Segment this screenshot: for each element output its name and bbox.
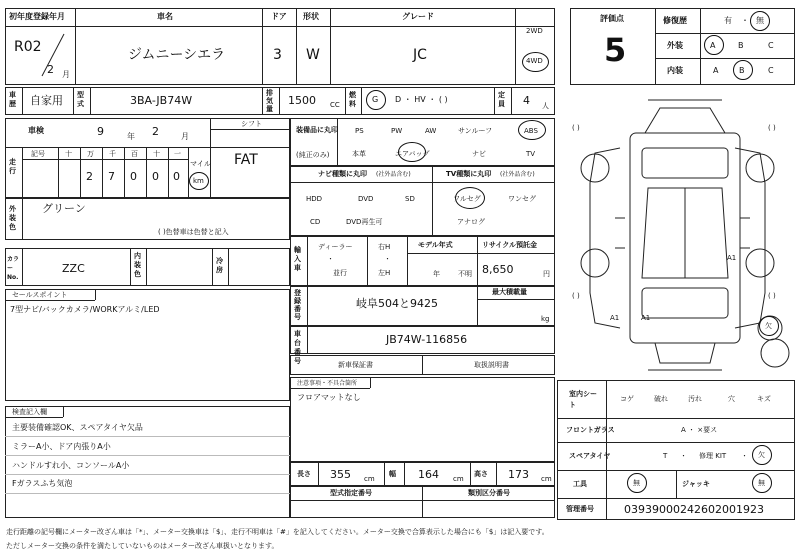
mileage-digit: 2 bbox=[86, 170, 93, 183]
divider bbox=[262, 8, 263, 85]
sales-point-label: セールスポイント bbox=[12, 291, 68, 299]
equip-tv: TV bbox=[526, 150, 536, 158]
mileage-label: 走行 bbox=[9, 158, 16, 175]
mileage-header-1: 十 bbox=[65, 150, 72, 158]
jack-label: ジャッキ bbox=[682, 480, 710, 488]
inspector-label: 検査記入欄 bbox=[12, 408, 47, 416]
mileage-digit: 0 bbox=[173, 170, 180, 183]
spare-tire-t: T bbox=[663, 452, 668, 460]
fuel-label: 燃料 bbox=[349, 91, 356, 108]
color-no-value: ZZC bbox=[62, 262, 85, 275]
repair-yes: 有 bbox=[724, 16, 732, 25]
model-year-value: 不明 bbox=[458, 270, 472, 278]
color-no-label: カラーNo. bbox=[7, 256, 20, 281]
notes-block bbox=[290, 377, 555, 462]
recycle-unit: 円 bbox=[543, 270, 550, 278]
fuel-others: D ・ HV ・ ( ) bbox=[395, 95, 448, 104]
cc-unit: CC bbox=[330, 101, 340, 109]
management-value: 03939000242602001923 bbox=[624, 503, 764, 516]
registration-value: 岐阜504と9425 bbox=[356, 297, 438, 310]
equip-airbag: エアバッグ bbox=[395, 150, 430, 158]
equip-aw: AW bbox=[425, 127, 437, 135]
doors-value: 3 bbox=[273, 47, 282, 63]
exterior-grade-c: C bbox=[768, 41, 774, 50]
shape-label: 形状 bbox=[303, 12, 319, 21]
management-label: 管理番号 bbox=[566, 505, 594, 513]
shift-value: FAT bbox=[234, 152, 258, 168]
capacity-unit: 人 bbox=[542, 102, 549, 110]
divider bbox=[75, 8, 76, 85]
exterior-grade-a: A bbox=[710, 41, 716, 50]
equip-pw: PW bbox=[391, 127, 403, 135]
length-unit: cm bbox=[364, 475, 375, 483]
spare-tire-kit: 修理 KIT bbox=[699, 452, 727, 460]
navi-label: ナビ種類に丸印 bbox=[318, 170, 367, 178]
code-block bbox=[5, 248, 290, 286]
interior-grade-a: A bbox=[713, 66, 719, 75]
import-dealer: ディーラー bbox=[318, 243, 353, 251]
mileage-header-2: 万 bbox=[87, 150, 94, 158]
seat-hole: 穴 bbox=[728, 395, 735, 403]
interior-grade-c: C bbox=[768, 66, 774, 75]
divider bbox=[700, 8, 701, 85]
category-label: 類別区分番号 bbox=[468, 489, 510, 497]
model-year-label: モデル年式 bbox=[418, 241, 453, 249]
diagram-bracket-left: ( ) bbox=[572, 292, 580, 300]
divider bbox=[655, 58, 795, 59]
inspector-line: Fガラスふち気泡 bbox=[12, 479, 73, 488]
recycle-value: 8,650 bbox=[482, 263, 514, 276]
interior-color-label: 内装色 bbox=[134, 252, 141, 278]
separator: ・ bbox=[680, 452, 687, 460]
model-year-unit: 年 bbox=[433, 270, 440, 278]
inspection-month: 9 bbox=[97, 125, 104, 138]
divider bbox=[655, 33, 795, 34]
jack-value: 無 bbox=[758, 479, 765, 487]
color-label: 外装色 bbox=[9, 205, 16, 231]
interior-grade-b: B bbox=[739, 66, 745, 75]
month-unit: 月 bbox=[62, 70, 70, 79]
navi-sd: SD bbox=[405, 195, 415, 203]
inspection-year-unit: 年 bbox=[127, 132, 135, 141]
mileage-header-3: 千 bbox=[109, 150, 116, 158]
equip-abs: ABS bbox=[524, 127, 538, 135]
width-value: 164 bbox=[418, 468, 439, 481]
seat-tear: 破れ bbox=[654, 395, 668, 403]
color-value: グリーン bbox=[42, 202, 86, 215]
tv-sub: (社外品含む) bbox=[500, 171, 535, 178]
era-value: R02 bbox=[14, 39, 42, 55]
exterior-label: 外装 bbox=[667, 41, 683, 50]
owner-manual: 取扱説明書 bbox=[474, 361, 509, 369]
score-label: 評価点 bbox=[600, 14, 624, 23]
type-designation-label: 型式指定番号 bbox=[330, 489, 372, 497]
usage-value: 自家用 bbox=[30, 94, 63, 107]
tools-value: 無 bbox=[633, 479, 640, 487]
tv-fullseg: フルセグ bbox=[453, 195, 481, 203]
inspector-line: ミラーA小、ドア内張りA小 bbox=[12, 442, 111, 451]
new-car-warranty: 新車保証書 bbox=[338, 361, 373, 369]
divider bbox=[296, 8, 297, 85]
shape-value: W bbox=[306, 47, 320, 63]
import-parallel: 並行 bbox=[333, 269, 347, 277]
height-value: 173 bbox=[508, 468, 529, 481]
tv-oneseg: ワンセグ bbox=[508, 195, 536, 203]
separator: ・ bbox=[741, 16, 749, 25]
spare-tire-missing: 欠 bbox=[758, 451, 765, 459]
usage-label: 車歴 bbox=[9, 91, 16, 108]
footer-note-2: ただしメーター交換の条件を満たしていないものはメーター改ざん車扱いとなります。 bbox=[6, 542, 279, 550]
seat-stain: 汚れ bbox=[688, 395, 702, 403]
chassis-value: JB74W-116856 bbox=[386, 333, 468, 346]
grade-value: JC bbox=[413, 47, 427, 63]
windshield-label: フロントガラス bbox=[566, 426, 615, 434]
seat-scratch: キズ bbox=[757, 395, 771, 403]
navi-dvd-play: DVD再生可 bbox=[346, 218, 383, 226]
model-label: 型式 bbox=[77, 91, 84, 108]
drive-4wd: 4WD bbox=[526, 57, 543, 65]
import-right: 右H bbox=[378, 243, 391, 251]
seat-burn: コゲ bbox=[620, 395, 634, 403]
inspector-line: ハンドルすれ小、コンソールA小 bbox=[12, 461, 130, 470]
door-label: ドア bbox=[271, 12, 287, 21]
equip-navi: ナビ bbox=[472, 150, 486, 158]
diagram-bracket-right: ( ) bbox=[768, 292, 776, 300]
separator: ・ bbox=[327, 255, 334, 263]
notes-value: フロアマットなし bbox=[297, 393, 361, 402]
mileage-digit: 0 bbox=[130, 170, 137, 183]
mileage-digit: 7 bbox=[108, 170, 115, 183]
interior-label: 内装 bbox=[667, 66, 683, 75]
inspector-line: 主要装備確認OK、スペアタイヤ欠品 bbox=[12, 423, 143, 432]
navi-hdd: HDD bbox=[306, 195, 323, 203]
damage-mark: A1 bbox=[727, 254, 737, 262]
windshield-value: A ・ ×要ス bbox=[681, 426, 718, 434]
equip-ps: PS bbox=[355, 127, 364, 135]
tv-label: TV種類に丸印 bbox=[446, 170, 492, 178]
mileage-header-4: 百 bbox=[131, 150, 138, 158]
mileage-header-6: 一 bbox=[174, 150, 181, 158]
import-label: 輸入車 bbox=[294, 246, 301, 272]
capacity-value: 4 bbox=[523, 94, 530, 107]
mileage-header-0: 記号 bbox=[31, 150, 45, 158]
length-value: 355 bbox=[330, 468, 351, 481]
equipment-sublabel: (純正のみ) bbox=[296, 151, 330, 159]
row2-block bbox=[5, 87, 555, 115]
color-note: ( )色替車は色替と記入 bbox=[158, 228, 229, 236]
inspection-month-unit: 月 bbox=[181, 132, 189, 141]
fuel-gasoline: G bbox=[372, 95, 379, 104]
car-body-diagram bbox=[560, 88, 795, 376]
displacement-label: 排気量 bbox=[266, 89, 273, 113]
diagram-bracket-right: ( ) bbox=[768, 124, 776, 132]
damage-mark: A1 bbox=[610, 314, 620, 322]
equip-sunroof: サンルーフ bbox=[458, 127, 493, 135]
aircon-label: 冷房 bbox=[216, 257, 223, 274]
first-reg-label: 初年度登録年月 bbox=[9, 12, 65, 21]
chassis-label: 車台番号 bbox=[294, 330, 301, 365]
sales-point-value: 7型ナビ/バックカメラ/WORKアルミ/LED bbox=[10, 305, 160, 314]
max-load-label: 最大積載量 bbox=[492, 288, 527, 296]
shift-label: シフト bbox=[241, 120, 262, 128]
registration-label: 登録番号 bbox=[294, 289, 301, 321]
first-reg-month: 2 bbox=[47, 63, 54, 76]
repair-label: 修復歴 bbox=[663, 16, 687, 25]
height-label: 高さ bbox=[474, 470, 488, 478]
height-unit: cm bbox=[541, 475, 552, 483]
damage-mark: A1 bbox=[641, 314, 651, 322]
navi-cd: CD bbox=[310, 218, 321, 226]
damage-mark: 欠 bbox=[765, 322, 772, 330]
equip-leather: 本革 bbox=[352, 150, 366, 158]
divider bbox=[330, 8, 331, 85]
interior-seat-label: 室内シート bbox=[569, 390, 597, 409]
mileage-header-5: 十 bbox=[153, 150, 160, 158]
navi-dvd: DVD bbox=[358, 195, 374, 203]
model-value: 3BA-JB74W bbox=[130, 94, 193, 107]
width-label: 幅 bbox=[389, 470, 396, 478]
navi-sub: (社外品含む) bbox=[376, 171, 411, 178]
max-load-unit: kg bbox=[541, 315, 550, 323]
diagram-bracket-left: ( ) bbox=[572, 124, 580, 132]
length-label: 長さ bbox=[297, 470, 311, 478]
import-left: 左H bbox=[378, 269, 391, 277]
divider bbox=[5, 26, 555, 27]
tools-label: 工具 bbox=[573, 480, 587, 488]
exterior-grade-b: B bbox=[738, 41, 744, 50]
repair-none: 無 bbox=[756, 16, 764, 25]
tv-analog: アナログ bbox=[457, 218, 485, 226]
recycle-label: リサイクル預託金 bbox=[482, 241, 538, 249]
drive-2wd: 2WD bbox=[526, 27, 543, 35]
score-value: 5 bbox=[604, 31, 627, 69]
width-unit: cm bbox=[453, 475, 464, 483]
km-label: km bbox=[193, 177, 204, 185]
divider bbox=[515, 8, 516, 85]
equipment-label: 装備品に丸印 bbox=[296, 126, 338, 134]
car-name-value: ジムニーシエラ bbox=[128, 47, 226, 63]
spare-tire-label: スペアタイヤ bbox=[569, 452, 611, 460]
capacity-label: 定員 bbox=[498, 91, 505, 108]
divider bbox=[655, 8, 656, 85]
inspection-day: 2 bbox=[152, 125, 159, 138]
separator: ・ bbox=[384, 255, 391, 263]
displacement-value: 1500 bbox=[288, 94, 316, 107]
mileage-digit: 0 bbox=[152, 170, 159, 183]
separator: ・ bbox=[741, 452, 748, 460]
notes-label: 注意事項・不具合箇所 bbox=[297, 380, 358, 387]
inspection-label: 車検 bbox=[28, 126, 44, 135]
car-name-label: 車名 bbox=[157, 12, 173, 21]
mile-label: マイル bbox=[190, 160, 211, 168]
footer-note-1: 走行距離の記号欄にメーター改ざん車は「*」、メーター交換車は「$」、走行不明車は「#」を記入してください。メーター交換で合算表示した場合にも「$」は記入要です。 bbox=[6, 528, 549, 536]
grade-label: グレード bbox=[402, 12, 434, 21]
